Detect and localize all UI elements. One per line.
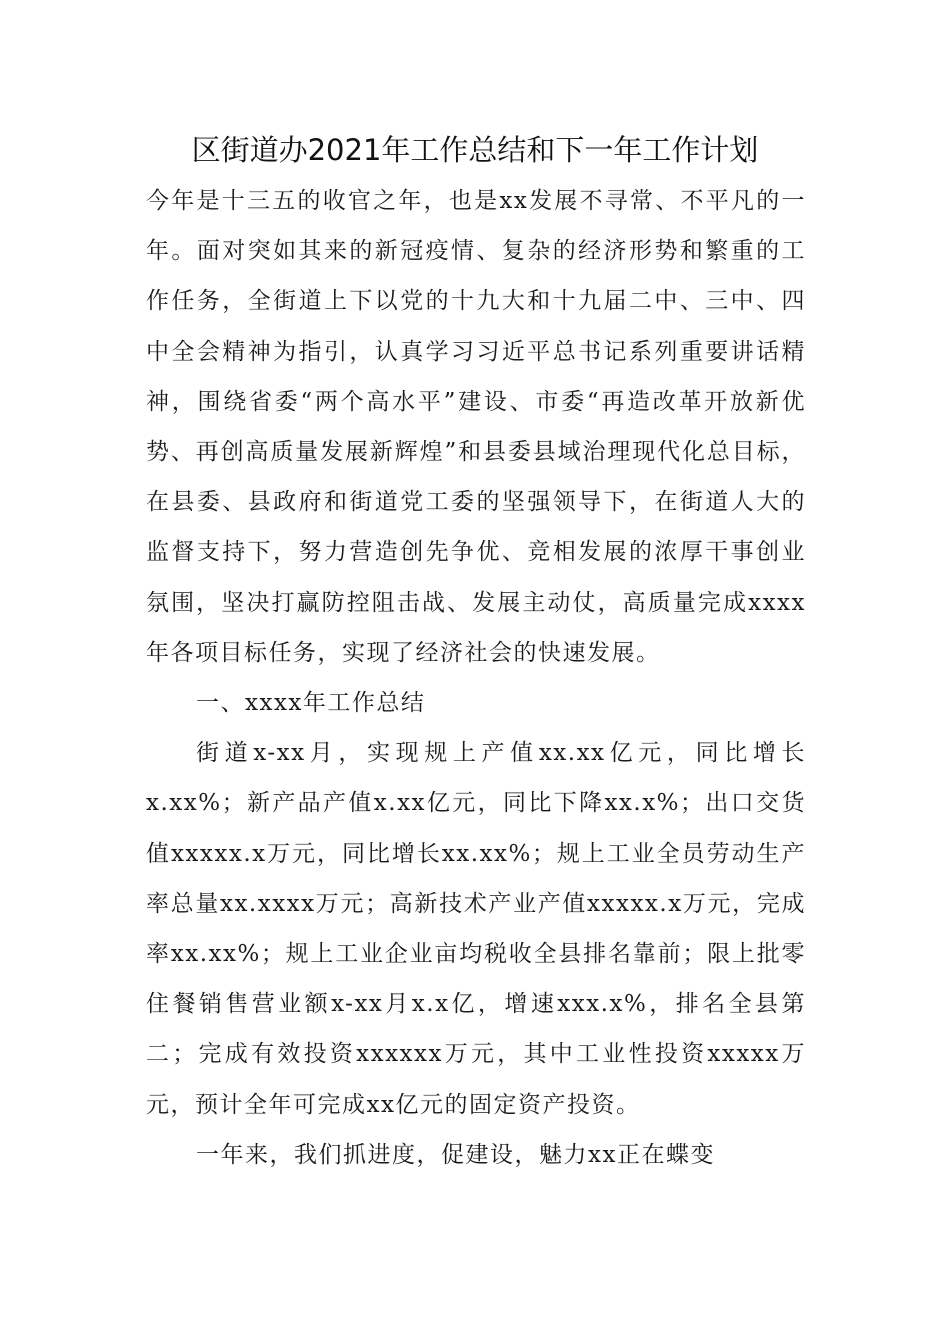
paragraph-statistics: 街道x-xx月，实现规上产值xx.xx亿元，同比增长x.xx%；新产品产值x.xx亿元，同比下降xx.x%；出口交货值xxxxx.x万元，同比增长xx.xx%；规上工业全员劳动生产率总量xx.xxxx万元；高新技术产业产值xxxxx.x万元，完成率xx.xx%；规上工业企业亩均税收全县排名靠前；限上批零住餐销售营业额x-xx月x.x亿，增速xxx.x%，排名全县第二；完成有效投资xxxxxx万元，其中工业性投资xxxxx万元，预计全年可完成xx亿元的固定资产投资。 (146, 740, 806, 1118)
document-body (146, 176, 806, 1180)
paragraph-progress: 一年来，我们抓进度，促建设，魅力xx正在蝶变 (196, 1141, 715, 1168)
document-title: 区街道办2021年工作总结和下一年工作计划 (191, 133, 759, 167)
section-heading: 一、xxxx年工作总结 (196, 690, 426, 717)
paragraph-intro: 今年是十三五的收官之年，也是xx发展不寻常、不平凡的一年。面对突如其来的新冠疫情、复杂的经济形势和繁重的工作任务，全街道上下以党的十九大和十九届二中、三中、四中全会精神为指引，认真学习习近平总书记系列重要讲话精神，围绕省委“两个高水平”建设、市委“再造改革开放新优势、再创高质量发展新辉煌”和县委县域治理现代化总目标，在县委、县政府和街道党工委的坚强领导下，在街道人大的监督支持下，努力营造创先争优、竞相发展的浓厚干事创业氛围，坚决打赢防控阻击战、发展主动仗，高质量完成xxxx年各项目标任务，实现了经济社会的快速发展。 (146, 188, 806, 666)
